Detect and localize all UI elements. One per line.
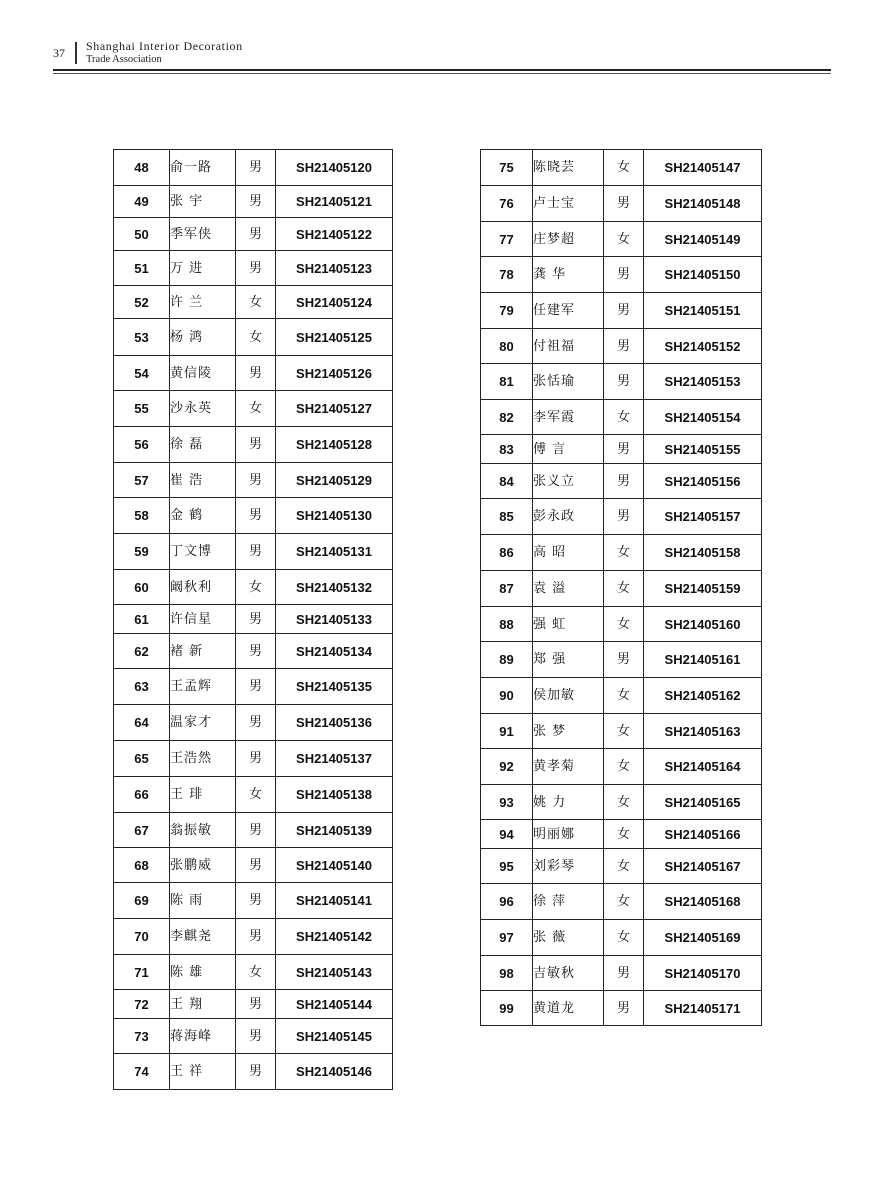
row-number: 54 [114,356,170,391]
member-name: 季军侠 [170,218,236,251]
member-code: SH21405143 [276,955,393,990]
page-number: 37 [53,46,65,60]
member-gender: 男 [236,218,276,251]
table-row [114,150,393,186]
member-code: SH21405133 [276,605,393,634]
row-number: 55 [114,391,170,427]
member-gender: 女 [604,607,644,642]
member-name: 张恬瑜 [533,364,604,400]
member-code: SH21405148 [644,186,762,222]
member-gender: 女 [604,820,644,849]
row-number: 81 [481,364,533,400]
table-row [481,150,762,186]
row-number: 73 [114,1019,170,1054]
member-gender: 男 [236,990,276,1019]
member-code: SH21405141 [276,883,393,919]
member-gender: 男 [604,499,644,535]
member-gender: 男 [236,605,276,634]
member-gender: 男 [236,356,276,391]
table-row [114,186,393,218]
row-number: 98 [481,956,533,991]
member-code: SH21405130 [276,498,393,534]
table-row [114,634,393,669]
org-name-line1: Shanghai Interior Decoration [86,39,243,53]
member-code: SH21405156 [644,464,762,499]
table-row [114,463,393,498]
member-code: SH21405159 [644,571,762,607]
member-code: SH21405149 [644,222,762,257]
table-row [114,669,393,705]
member-gender: 女 [604,884,644,920]
member-code: SH21405161 [644,642,762,678]
row-number: 48 [114,150,170,186]
member-name: 金 鹤 [170,498,236,534]
member-name: 彭永政 [533,499,604,535]
member-code: SH21405147 [644,150,762,186]
member-code: SH21405122 [276,218,393,251]
member-name: 黄道龙 [533,991,604,1026]
row-number: 77 [481,222,533,257]
table-row [481,849,762,884]
table-row [481,293,762,329]
table-row [481,464,762,499]
row-number: 58 [114,498,170,534]
table-row [481,257,762,293]
member-code: SH21405163 [644,714,762,749]
member-code: SH21405120 [276,150,393,186]
member-name: 王 祥 [170,1054,236,1090]
member-gender: 男 [236,150,276,186]
row-number: 60 [114,570,170,605]
member-code: SH21405171 [644,991,762,1026]
member-name: 蒋海峰 [170,1019,236,1054]
table-row [114,391,393,427]
table-row [481,364,762,400]
member-name: 明丽娜 [533,820,604,849]
member-name: 翁振敏 [170,813,236,848]
member-code: SH21405142 [276,919,393,955]
table-row [481,222,762,257]
header-divider [75,42,77,64]
roster-table-right [480,149,762,1026]
member-gender: 女 [236,570,276,605]
member-name: 杨 鸿 [170,319,236,356]
member-code: SH21405169 [644,920,762,956]
member-name: 温家才 [170,705,236,741]
row-number: 49 [114,186,170,218]
member-name: 黄孝菊 [533,749,604,785]
row-number: 82 [481,400,533,435]
row-number: 51 [114,251,170,286]
member-gender: 女 [236,391,276,427]
member-gender: 男 [236,498,276,534]
table-row [114,883,393,919]
row-number: 78 [481,257,533,293]
header-rule-thick [53,69,831,71]
member-name: 许 兰 [170,286,236,319]
row-number: 86 [481,535,533,571]
row-number: 50 [114,218,170,251]
row-number: 96 [481,884,533,920]
member-gender: 女 [604,714,644,749]
member-gender: 女 [236,777,276,813]
member-code: SH21405124 [276,286,393,319]
table-row [114,813,393,848]
member-gender: 男 [236,741,276,777]
member-gender: 男 [604,956,644,991]
member-code: SH21405146 [276,1054,393,1090]
table-row [481,607,762,642]
table-row [114,741,393,777]
table-row [481,186,762,222]
table-row [114,534,393,570]
row-number: 80 [481,329,533,364]
member-code: SH21405138 [276,777,393,813]
member-name: 徐 萍 [533,884,604,920]
roster-table-left [113,149,393,1090]
member-name: 任建军 [533,293,604,329]
member-gender: 男 [604,991,644,1026]
row-number: 79 [481,293,533,329]
row-number: 91 [481,714,533,749]
member-gender: 男 [236,534,276,570]
table-row [114,1054,393,1090]
member-code: SH21405127 [276,391,393,427]
member-code: SH21405154 [644,400,762,435]
member-gender: 女 [604,400,644,435]
member-name: 李麒尧 [170,919,236,955]
row-number: 92 [481,749,533,785]
member-name: 陈 雄 [170,955,236,990]
row-number: 97 [481,920,533,956]
member-gender: 女 [604,678,644,714]
row-number: 74 [114,1054,170,1090]
table-row [481,749,762,785]
member-name: 徐 磊 [170,427,236,463]
member-gender: 女 [604,785,644,820]
member-gender: 男 [604,257,644,293]
table-row [481,920,762,956]
member-gender: 男 [604,364,644,400]
row-number: 65 [114,741,170,777]
member-gender: 男 [604,186,644,222]
table-row [114,251,393,286]
member-code: SH21405125 [276,319,393,356]
member-name: 龚 华 [533,257,604,293]
member-name: 庄梦超 [533,222,604,257]
table-row [481,571,762,607]
member-code: SH21405123 [276,251,393,286]
row-number: 66 [114,777,170,813]
row-number: 85 [481,499,533,535]
table-row [114,705,393,741]
member-name: 王浩然 [170,741,236,777]
row-number: 59 [114,534,170,570]
row-number: 83 [481,435,533,464]
member-gender: 女 [604,849,644,884]
row-number: 69 [114,883,170,919]
member-gender: 女 [604,920,644,956]
row-number: 99 [481,991,533,1026]
member-gender: 男 [236,705,276,741]
member-name: 吉敏秋 [533,956,604,991]
member-gender: 男 [236,1054,276,1090]
row-number: 67 [114,813,170,848]
row-number: 64 [114,705,170,741]
row-number: 88 [481,607,533,642]
member-name: 王 翔 [170,990,236,1019]
member-gender: 女 [604,571,644,607]
table-row [114,498,393,534]
member-code: SH21405155 [644,435,762,464]
member-gender: 男 [236,919,276,955]
member-gender: 男 [236,669,276,705]
row-number: 71 [114,955,170,990]
table-row [114,356,393,391]
member-code: SH21405128 [276,427,393,463]
member-name: 张 薇 [533,920,604,956]
member-code: SH21405129 [276,463,393,498]
header-rule-thin [53,73,831,74]
member-name: 卢士宝 [533,186,604,222]
row-number: 63 [114,669,170,705]
member-gender: 女 [604,535,644,571]
member-code: SH21405132 [276,570,393,605]
member-code: SH21405167 [644,849,762,884]
member-code: SH21405166 [644,820,762,849]
member-code: SH21405140 [276,848,393,883]
member-code: SH21405153 [644,364,762,400]
table-row [481,714,762,749]
table-row [481,499,762,535]
member-code: SH21405170 [644,956,762,991]
member-code: SH21405158 [644,535,762,571]
member-gender: 男 [236,1019,276,1054]
member-name: 丁文博 [170,534,236,570]
member-gender: 男 [236,883,276,919]
member-name: 陈晓芸 [533,150,604,186]
member-code: SH21405126 [276,356,393,391]
row-number: 87 [481,571,533,607]
member-name: 张鹏威 [170,848,236,883]
member-name: 陈 雨 [170,883,236,919]
member-name: 侯加敏 [533,678,604,714]
row-number: 90 [481,678,533,714]
member-gender: 女 [236,319,276,356]
member-name: 沙永英 [170,391,236,427]
member-name: 刘彩琴 [533,849,604,884]
member-code: SH21405160 [644,607,762,642]
member-code: SH21405168 [644,884,762,920]
member-name: 崔 浩 [170,463,236,498]
member-name: 张义立 [533,464,604,499]
member-code: SH21405157 [644,499,762,535]
member-name: 强 虹 [533,607,604,642]
member-name: 许信星 [170,605,236,634]
row-number: 56 [114,427,170,463]
member-name: 袁 溢 [533,571,604,607]
member-code: SH21405121 [276,186,393,218]
table-row [481,678,762,714]
member-name: 高 昭 [533,535,604,571]
table-row [481,435,762,464]
member-code: SH21405135 [276,669,393,705]
row-number: 57 [114,463,170,498]
table-row [481,991,762,1026]
member-gender: 女 [236,286,276,319]
member-name: 傅 言 [533,435,604,464]
table-row [114,919,393,955]
table-row [114,286,393,319]
table-row [114,605,393,634]
row-number: 94 [481,820,533,849]
row-number: 52 [114,286,170,319]
member-code: SH21405150 [644,257,762,293]
member-name: 郑 强 [533,642,604,678]
member-name: 阚秋利 [170,570,236,605]
member-gender: 男 [236,251,276,286]
member-name: 王孟辉 [170,669,236,705]
org-name-line2: Trade Association [86,54,162,65]
member-name: 姚 力 [533,785,604,820]
row-number: 68 [114,848,170,883]
table-row [114,218,393,251]
row-number: 70 [114,919,170,955]
member-name: 黄信陵 [170,356,236,391]
row-number: 53 [114,319,170,356]
member-gender: 男 [604,464,644,499]
row-number: 95 [481,849,533,884]
table-row [481,400,762,435]
member-gender: 男 [236,634,276,669]
table-row [114,990,393,1019]
member-gender: 女 [236,955,276,990]
member-code: SH21405134 [276,634,393,669]
table-row [114,427,393,463]
member-gender: 男 [604,329,644,364]
table-row [481,642,762,678]
member-gender: 女 [604,222,644,257]
member-code: SH21405144 [276,990,393,1019]
member-code: SH21405162 [644,678,762,714]
table-row [114,1019,393,1054]
member-code: SH21405164 [644,749,762,785]
row-number: 61 [114,605,170,634]
table-row [481,785,762,820]
table-row [481,329,762,364]
table-row [114,319,393,356]
member-gender: 男 [236,813,276,848]
table-row [114,848,393,883]
member-gender: 男 [236,186,276,218]
row-number: 76 [481,186,533,222]
table-row [481,820,762,849]
page-header [0,0,884,80]
member-code: SH21405136 [276,705,393,741]
member-name: 王 琲 [170,777,236,813]
row-number: 75 [481,150,533,186]
member-gender: 男 [604,642,644,678]
row-number: 84 [481,464,533,499]
member-name: 李军霞 [533,400,604,435]
member-name: 俞一路 [170,150,236,186]
member-name: 万 进 [170,251,236,286]
table-row [114,955,393,990]
member-gender: 女 [604,150,644,186]
row-number: 72 [114,990,170,1019]
row-number: 93 [481,785,533,820]
member-code: SH21405137 [276,741,393,777]
table-row [481,956,762,991]
member-name: 褚 新 [170,634,236,669]
member-code: SH21405151 [644,293,762,329]
member-code: SH21405165 [644,785,762,820]
member-gender: 女 [604,749,644,785]
table-row [481,535,762,571]
member-code: SH21405131 [276,534,393,570]
member-code: SH21405145 [276,1019,393,1054]
table-row [114,570,393,605]
member-gender: 男 [236,848,276,883]
member-gender: 男 [236,463,276,498]
member-name: 付祖福 [533,329,604,364]
member-name: 张 梦 [533,714,604,749]
row-number: 89 [481,642,533,678]
member-code: SH21405152 [644,329,762,364]
member-gender: 男 [604,293,644,329]
table-row [481,884,762,920]
member-gender: 男 [236,427,276,463]
member-name: 张 宇 [170,186,236,218]
row-number: 62 [114,634,170,669]
member-code: SH21405139 [276,813,393,848]
table-row [114,777,393,813]
member-gender: 男 [604,435,644,464]
